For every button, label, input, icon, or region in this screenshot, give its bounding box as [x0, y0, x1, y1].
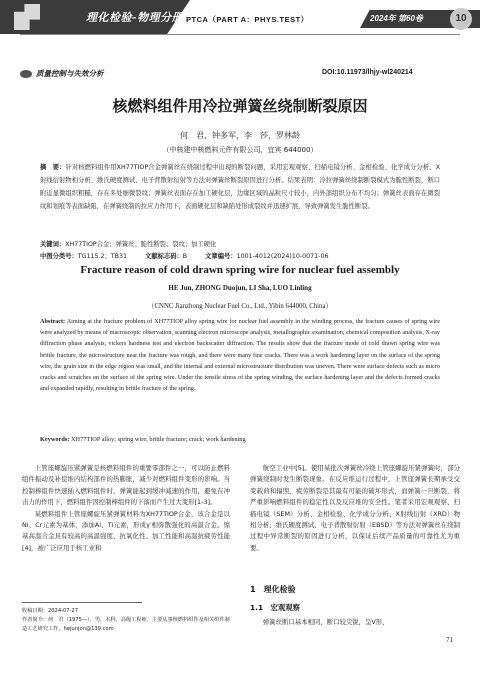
authors-en: HE Jun, ZHONG Duojun, LI Sha, LUO Linling [168, 284, 312, 292]
header-journal-name: PTCA（PART A：PHYS.TEST） [186, 15, 309, 24]
footnote-author: 作者简介：何 君（1975—），男，本科，高级工程师，主要从事核燃料组件及相关组件制造工艺研究工作，hejunjon@139.com [22, 617, 230, 632]
footnote [22, 607, 232, 634]
page-number: 71 [446, 636, 453, 644]
title-cn: 核燃料组件用冷拉弹簧丝绕制断裂原因 [112, 97, 368, 115]
abstract-en-text: Aiming at the fracture problem of XH77TIOP alloy spring wire for nuclear fuel assembly in the winding process, the fracture causes of spring wire were analyzed by means of macroscopic observation, scanning electron microscope analysis, metallographic examination, chemical composition analysis, X-ray diffraction phase analysis, vickers hardness test and electron backscatter diffraction. The results show that the fracture mode of cold drawn spring wire was brittle fracture, the microstructure near the fracture was rough, and there were many fine cracks. There was a work hardening layer on the surface of the spring wire, the grain size in the edge region was small, and the internal and external microstructure distribution was uneven. There were surface defects such as micro cracks and scratches on the surface of the spring wire. Under the tensile stress of the spring winding, the surface hardening layer and the defects formed cracks and expanded rapidly, resulting in brittle fracture of the spring. [40, 318, 440, 393]
abstract-en-label: Abstract: [40, 318, 66, 325]
section-label: 质量控制与失效分析 [36, 69, 104, 78]
abstract-cn [40, 161, 440, 213]
keywords-en-label: Keywords: [40, 436, 70, 443]
paragraph: 航空工业中[5]。使用某批次弹簧丝冷绕上管座螺旋压紧弹簧时，部分弹簧绕制时发生断裂现象。在反应堆运行过程中，上管座弹簧长期承受交变载荷和辐照，疲劳断裂是其最有可能的破坏形式，而弹簧一旦断裂，将严重影响燃料组件的稳定性以及反应堆的安全性。笔者采用宏观观察、扫描电镜（SEM）分析、金相检验、化学成分分析、X射线衍射（XRD）物相分析、维氏硬度测试、电子背散射衍射（EBSD）等方法对弹簧丝在绕制过程中异常断裂的原因进行分析，以保证后续产品质量的可靠性尤为重要。 [250, 464, 460, 552]
body-column-right [250, 463, 460, 554]
affiliation-cn: （中核建中核燃料元件有限公司，宜宾 644000） [162, 146, 318, 154]
keywords-cn-text: XH77TIOP合金；弹簧丝；脆性断裂；裂纹；加工硬化 [65, 241, 217, 248]
keywords-cn-label: 关键词： [40, 241, 66, 248]
subsection-heading: 1.1 宏观观察 [250, 603, 301, 612]
paragraph: 上管座螺旋压紧弹簧是核燃料组件的重要零部件之一，可以防止燃料组件振动及补偿堆内结构部件的热膨胀，减少对燃料组件变形的影响。当控制棒组件快速插入燃料组件时，弹簧能起到缓冲减速的作用，避免在冲击力的作用下，燃料组件因控制棒组件的下落而产生过大变形[1-3]。 [22, 464, 230, 507]
paragraph: 某燃料组件上管座螺旋压紧弹簧材料为XH77TIOP合金，该合金是以Ni、Cr元素为基体，添加Al、Ti元素，形成γ′相弥散强化的高温合金。镍基高温合金具有较高的高温强度、抗氧化性、加工性能和高温抗疲劳性能[4]，被广泛应用于核工业和 [22, 509, 230, 552]
classification-row [40, 251, 440, 260]
footnote-divider [22, 602, 142, 603]
section-marker-icon [20, 70, 32, 78]
abstract-cn-text: 针对核燃料组件用XH77TIOP合金弹簧丝在绕制过程中出现的断裂问题，采用宏观观察、扫描电镜分析、金相检验、化学成分分析、X射线衍射物相分析、维氏硬度测试、电子背散射衍射等方法对弹簧丝断裂原因进行分析。结果表明：冷拉弹簧丝绕制断裂模式为脆性断裂，断口附近显微组织粗糙，存在多处细微裂纹；弹簧丝表面存在加工硬化层，边缘区域的晶粒尺寸较小，内外部组织分布不均匀；弹簧丝表面存在微裂纹和划痕等表面缺陷，在弹簧绕制的拉应力作用下，表面硬化层和缺陷处形成裂纹并迅速扩展，导致弹簧发生脆性断裂。 [40, 164, 441, 210]
paragraph: 弹簧丝断口基本相同，断口较尖锐，呈V形， [262, 618, 389, 626]
issue-badge: 10 [450, 8, 472, 30]
abstract-en [40, 316, 440, 394]
classification-item: 文章编号：1001-4012(2024)10-0071-06 [205, 253, 329, 260]
keywords-en-text: XH77TIOP alloy; spring wire; brittle fracture; crack; work hardening [70, 436, 246, 443]
footnote-received: 收稿日期：2024-07-27 [22, 608, 79, 614]
section-heading: 1 理化检验 [250, 585, 296, 594]
abstract-cn-label: 摘 要： [40, 164, 66, 171]
title-en: Fracture reason of cold drawn spring wire for nuclear fuel assembly [80, 264, 400, 276]
affiliation-en: （CNNC Jianzhong Nuclear Fuel Co., Ltd., Yibin 644000, China） [147, 303, 333, 310]
authors-cn: 何 君，钟多军，李 莎，罗林龄 [180, 131, 300, 140]
header-section-title: 理化检验-物理分册 [86, 11, 184, 24]
keywords-cn [40, 239, 216, 248]
body-column-left [22, 463, 230, 554]
keywords-en [40, 436, 440, 443]
doi: DOI:10.11973/lhjy-wl240214 [322, 69, 413, 76]
header-issue: 2024年 第60卷 [370, 14, 423, 23]
header-divider [20, 34, 460, 35]
classification-item: 中图分类号：TG115.2；TB31 [40, 253, 128, 260]
classification-item: 文献标志码：B [145, 253, 188, 260]
